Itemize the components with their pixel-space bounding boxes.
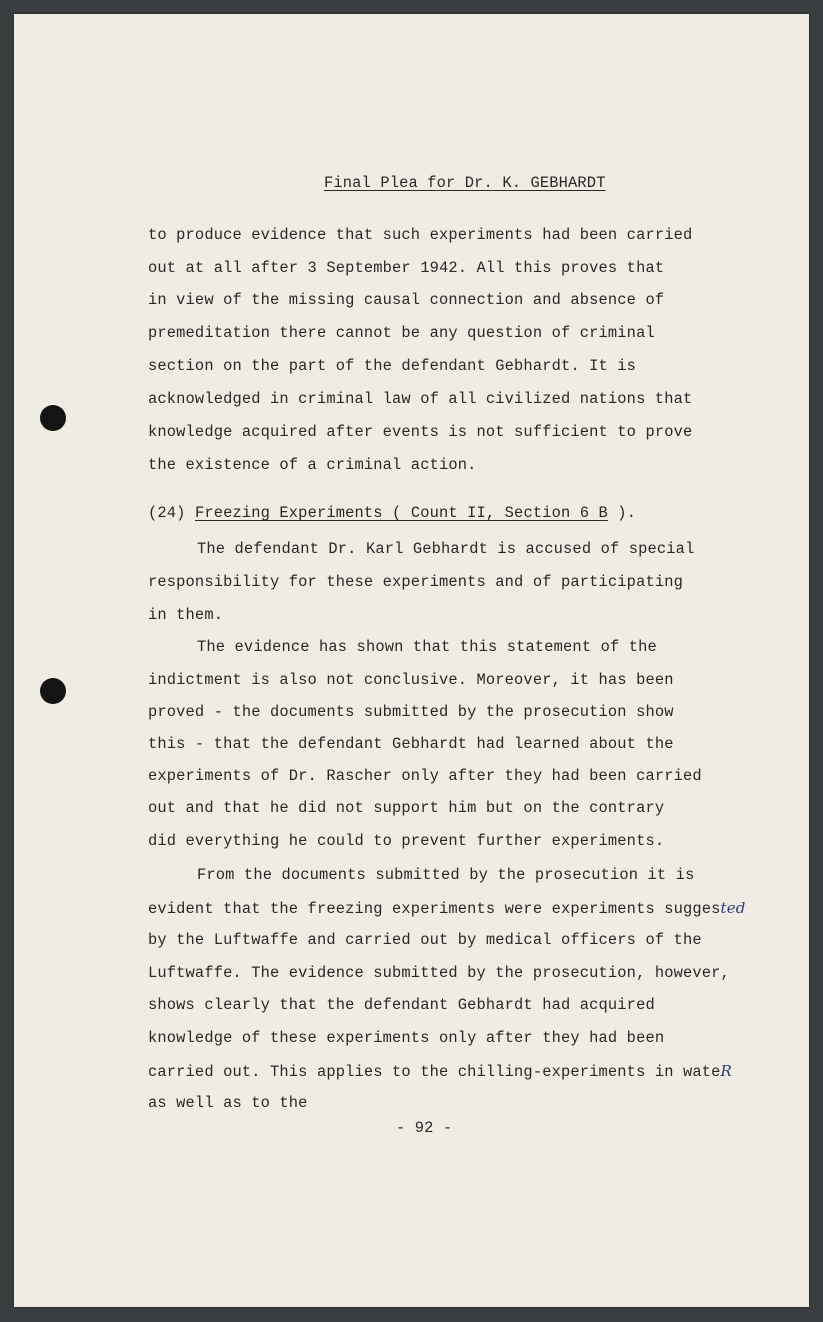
text-line: section on the part of the defendant Gebhardt. It is bbox=[148, 357, 637, 375]
text-line: indictment is also not conclusive. Moreover, it has been bbox=[148, 671, 674, 689]
text-line: by the Luftwaffe and carried out by medical officers of the bbox=[148, 931, 702, 949]
section-title: Freezing Experiments ( Count II, Section 6 B bbox=[194, 504, 608, 522]
section-number: (24) bbox=[148, 504, 186, 522]
text-line: From the documents submitted by the prosecution it is bbox=[197, 866, 695, 884]
handwritten-correction: R bbox=[720, 1062, 732, 1080]
section-closing: ). bbox=[607, 504, 637, 522]
text-line-part: carried out. This applies to the chilling-experiments in wate bbox=[148, 1063, 721, 1081]
page-number: - 92 - bbox=[396, 1119, 453, 1137]
text-line: out at all after 3 September 1942. All this proves that bbox=[148, 259, 665, 277]
text-line: knowledge acquired after events is not sufficient to prove bbox=[148, 423, 693, 441]
text-line: as well as to the bbox=[148, 1094, 308, 1112]
text-line: knowledge of these experiments only after they had been bbox=[148, 1029, 665, 1047]
text-line: to produce evidence that such experiments had been carried bbox=[148, 226, 693, 244]
text-line: Luftwaffe. The evidence submitted by the prosecution, however, bbox=[148, 964, 730, 982]
text-line: The evidence has shown that this statement of the bbox=[197, 638, 657, 656]
punch-hole-top bbox=[40, 405, 66, 431]
text-line: The defendant Dr. Karl Gebhardt is accused of special bbox=[197, 540, 695, 558]
text-line: the existence of a criminal action. bbox=[148, 456, 477, 474]
punch-hole-bottom bbox=[40, 678, 66, 704]
text-line: acknowledged in criminal law of all civilized nations that bbox=[148, 390, 693, 408]
text-line: in them. bbox=[148, 606, 224, 624]
text-line: experiments of Dr. Rascher only after they had been carried bbox=[148, 767, 702, 785]
document-page bbox=[14, 14, 809, 1307]
text-line: shows clearly that the defendant Gebhardt had acquired bbox=[148, 996, 655, 1014]
text-line: responsibility for these experiments and of participating bbox=[148, 573, 683, 591]
text-line bbox=[148, 1062, 732, 1081]
page-heading: Final Plea for Dr. K. GEBHARDT bbox=[324, 174, 606, 192]
handwritten-correction: ted bbox=[720, 899, 746, 917]
text-line bbox=[148, 899, 746, 918]
text-line: this - that the defendant Gebhardt had learned about the bbox=[148, 735, 674, 753]
text-line: proved - the documents submitted by the prosecution show bbox=[148, 703, 674, 721]
text-line: out and that he did not support him but on the contrary bbox=[148, 799, 665, 817]
text-line-part: evident that the freezing experiments were experiments sugges bbox=[148, 900, 721, 918]
text-line: in view of the missing causal connection and absence of bbox=[148, 291, 665, 309]
text-line: did everything he could to prevent further experiments. bbox=[148, 832, 665, 850]
text-line: premeditation there cannot be any question of criminal bbox=[148, 324, 655, 342]
section-heading bbox=[148, 504, 636, 522]
